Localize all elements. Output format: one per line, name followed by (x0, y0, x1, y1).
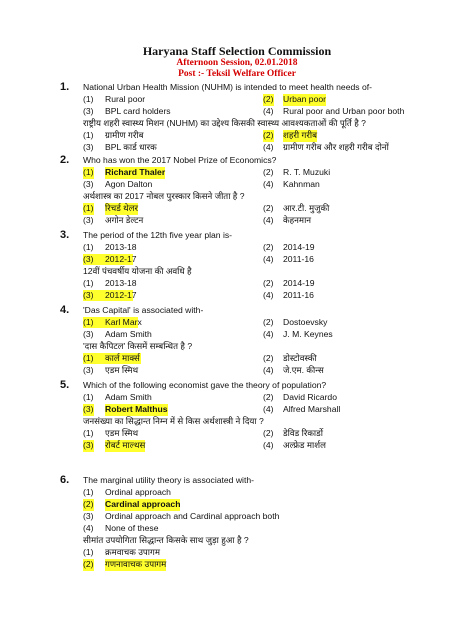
question-number: 4. (60, 304, 70, 316)
option-text: ग्रामीण गरीब (105, 130, 144, 140)
option-text: आर.टी. मुजुकी (283, 203, 330, 213)
question-text: The marginal utility theory is associated with- (83, 475, 254, 485)
question-text: 'Das Capital' is associated with- (83, 305, 204, 315)
option-row (0, 242, 474, 254)
option-text-correct: Richard Thaler (105, 167, 166, 177)
option-text: Adam Smith (105, 329, 152, 339)
option-text: 2014-19 (283, 242, 315, 252)
option-number-correct: (1) (83, 167, 94, 177)
option-text-correct: 2012-17 (105, 290, 137, 300)
hindi-option-row (0, 290, 474, 302)
hindi-question-text: राष्ट्रीय शहरी स्वास्थ्य मिशन (NUHM) का उद्देश्य किसकी स्वास्थ्य आवश्यकताओं की पूर्ति है ? (83, 118, 366, 128)
option-text: अगोन डेल्टन (105, 215, 144, 225)
option-number: (3) (83, 365, 94, 375)
option-text: Dostoevsky (283, 317, 328, 327)
option-text-correct: कार्ल मार्क्स (105, 353, 140, 363)
option-text: Agon Dalton (105, 179, 153, 189)
option-number-correct: (3) (83, 290, 94, 300)
option-text: J. M. Keynes (283, 329, 333, 339)
post-line: Post :- Teksil Welfare Officer (178, 69, 296, 79)
option-number: (4) (263, 290, 274, 300)
option-row (0, 404, 474, 416)
question-text: National Urban Health Mission (NUHM) is intended to meet health needs of- (83, 82, 372, 92)
option-text-correct: Robert Malthus (105, 404, 168, 414)
option-row (0, 94, 474, 106)
option-number-correct: (2) (263, 94, 274, 104)
option-number: (1) (83, 278, 94, 288)
option-text: Adam Smith (105, 392, 152, 402)
option-number: (3) (83, 215, 94, 225)
option-number: (4) (263, 142, 274, 152)
question-number: 6. (60, 474, 70, 486)
option-text: डेविड रिकार्डो (283, 428, 323, 438)
hindi-option-row (0, 215, 474, 227)
hindi-question-row (0, 416, 474, 428)
option-row (0, 392, 474, 404)
hindi-question-row (0, 341, 474, 353)
question-text: Which of the following economist gave the theory of population? (83, 380, 327, 390)
option-text-correct: 2012-17 (105, 254, 137, 264)
question-number: 3. (60, 229, 70, 241)
option-number-correct: (2) (83, 559, 94, 569)
option-row (0, 167, 474, 179)
commission-title: Haryana Staff Selection Commission (142, 44, 332, 58)
hindi-question-row (0, 535, 474, 547)
hindi-option-row (0, 559, 474, 571)
option-number: (2) (263, 428, 274, 438)
option-number-correct: (3) (83, 254, 94, 264)
option-text-correct: गणनावाचक उपागम (105, 559, 167, 569)
hindi-option-row (0, 547, 474, 559)
option-number: (3) (83, 142, 94, 152)
option-text: अल्फ्रेड मार्शल (283, 440, 326, 450)
question-number: 2. (60, 154, 70, 166)
hindi-option-row (0, 142, 474, 154)
option-text: Kahnman (283, 179, 320, 189)
option-number: (1) (83, 392, 94, 402)
option-text: Alfred Marshall (283, 404, 341, 414)
option-number: (3) (83, 511, 94, 521)
option-text: एडम स्मिथ (105, 365, 139, 375)
option-number: (2) (263, 242, 274, 252)
option-row (0, 179, 474, 191)
option-text-correct: रिचर्ड थेलर (105, 203, 139, 213)
option-text: 2013-18 (105, 278, 137, 288)
option-number-correct: (1) (83, 317, 94, 327)
question-text: The period of the 12th five year plan is- (83, 230, 233, 240)
option-text: None of these (105, 523, 159, 533)
option-number: (1) (83, 94, 94, 104)
option-text-correct: Urban poor (283, 94, 326, 104)
option-number: (2) (263, 392, 274, 402)
option-text: Rural poor and Urban poor both (283, 106, 405, 116)
option-text: R. T. Muzuki (283, 167, 331, 177)
option-row (0, 317, 474, 329)
option-row (0, 511, 474, 523)
option-number: (4) (263, 254, 274, 264)
option-text: David Ricardo (283, 392, 337, 402)
option-text: Ordinal approach (105, 487, 171, 497)
option-number: (2) (263, 317, 274, 327)
option-row (0, 487, 474, 499)
option-number: (4) (263, 404, 274, 414)
option-number: (4) (263, 215, 274, 225)
session-line: Afternoon Session, 02.01.2018 (176, 58, 298, 68)
option-text: BPL card holders (105, 106, 171, 116)
option-row (0, 499, 474, 511)
option-number: (3) (83, 179, 94, 189)
option-text-correct: शहरी गरीब (283, 130, 318, 140)
hindi-option-row (0, 428, 474, 440)
option-text: केहनमान (283, 215, 312, 225)
option-text: 2013-18 (105, 242, 137, 252)
document-header (0, 44, 474, 80)
option-number: (1) (83, 428, 94, 438)
option-text: जे.एम. कीन्स (283, 365, 324, 375)
option-text: 2011-16 (283, 254, 314, 264)
option-row (0, 523, 474, 535)
option-text: क्रमवाचक उपागम (105, 547, 160, 557)
option-text: ग्रामीण गरीब और शहरी गरीब दोनों (283, 142, 389, 152)
option-row (0, 254, 474, 266)
hindi-option-row (0, 203, 474, 215)
question-number: 1. (60, 81, 70, 93)
option-number: (4) (263, 179, 274, 189)
hindi-question-row (0, 266, 474, 278)
option-number: (4) (263, 365, 274, 375)
hindi-question-text: 12वीं पंचवर्षीय योजना की अवधि है (83, 266, 192, 276)
hindi-question-text: सीमांत उपयोगिता सिद्धान्त किसके साथ जुड़ा हुआ है ? (83, 535, 249, 545)
option-number: (1) (83, 547, 94, 557)
option-number-correct: (1) (83, 203, 94, 213)
hindi-question-row (0, 118, 474, 130)
option-number: (1) (83, 242, 94, 252)
hindi-question-text: अर्थशास्त्र का 2017 नोबल पुरस्कार किसने जीता है ? (83, 191, 245, 201)
option-number: (2) (263, 353, 274, 363)
option-text: डोस्टोवस्की (283, 353, 317, 363)
option-text: Rural poor (105, 94, 146, 104)
option-text: एडम स्मिथ (105, 428, 139, 438)
hindi-option-row (0, 353, 474, 365)
option-number: (3) (83, 329, 94, 339)
option-text-correct: Karl Marx (105, 317, 142, 327)
question-text: Who has won the 2017 Nobel Prize of Economics? (83, 155, 277, 165)
hindi-question-text: जनसंख्या का सिद्धान्त निम्न में से किस अर्थशास्त्री ने दिया ? (83, 416, 264, 426)
hindi-question-row (0, 191, 474, 203)
option-number-correct: (1) (83, 353, 94, 363)
option-number: (2) (263, 167, 274, 177)
option-number: (1) (83, 487, 94, 497)
option-number: (4) (83, 523, 94, 533)
option-number: (4) (263, 440, 274, 450)
option-number-correct: (2) (263, 130, 274, 140)
hindi-option-row (0, 440, 474, 452)
option-text-correct: रोबर्ट माल्थस (105, 440, 146, 450)
option-text-correct: Cardinal approach (105, 499, 181, 509)
option-number-correct: (3) (83, 404, 94, 414)
option-number: (1) (83, 130, 94, 140)
option-text: Ordinal approach and Cardinal approach both (105, 511, 280, 521)
option-text: 2014-19 (283, 278, 315, 288)
option-row (0, 329, 474, 341)
question-number: 5. (60, 379, 70, 391)
option-number: (4) (263, 329, 274, 339)
hindi-question-text: 'दास कैपिटल' किसमें सम्बन्धित है ? (83, 341, 193, 351)
option-text: 2011-16 (283, 290, 314, 300)
option-row (0, 106, 474, 118)
hindi-option-row (0, 278, 474, 290)
option-number: (2) (263, 278, 274, 288)
option-number: (3) (83, 106, 94, 116)
option-number-correct: (2) (83, 499, 94, 509)
hindi-option-row (0, 130, 474, 142)
option-number-correct: (3) (83, 440, 94, 450)
option-number: (2) (263, 203, 274, 213)
option-text: BPL कार्ड धारक (105, 142, 157, 152)
hindi-option-row (0, 365, 474, 377)
option-number: (4) (263, 106, 274, 116)
